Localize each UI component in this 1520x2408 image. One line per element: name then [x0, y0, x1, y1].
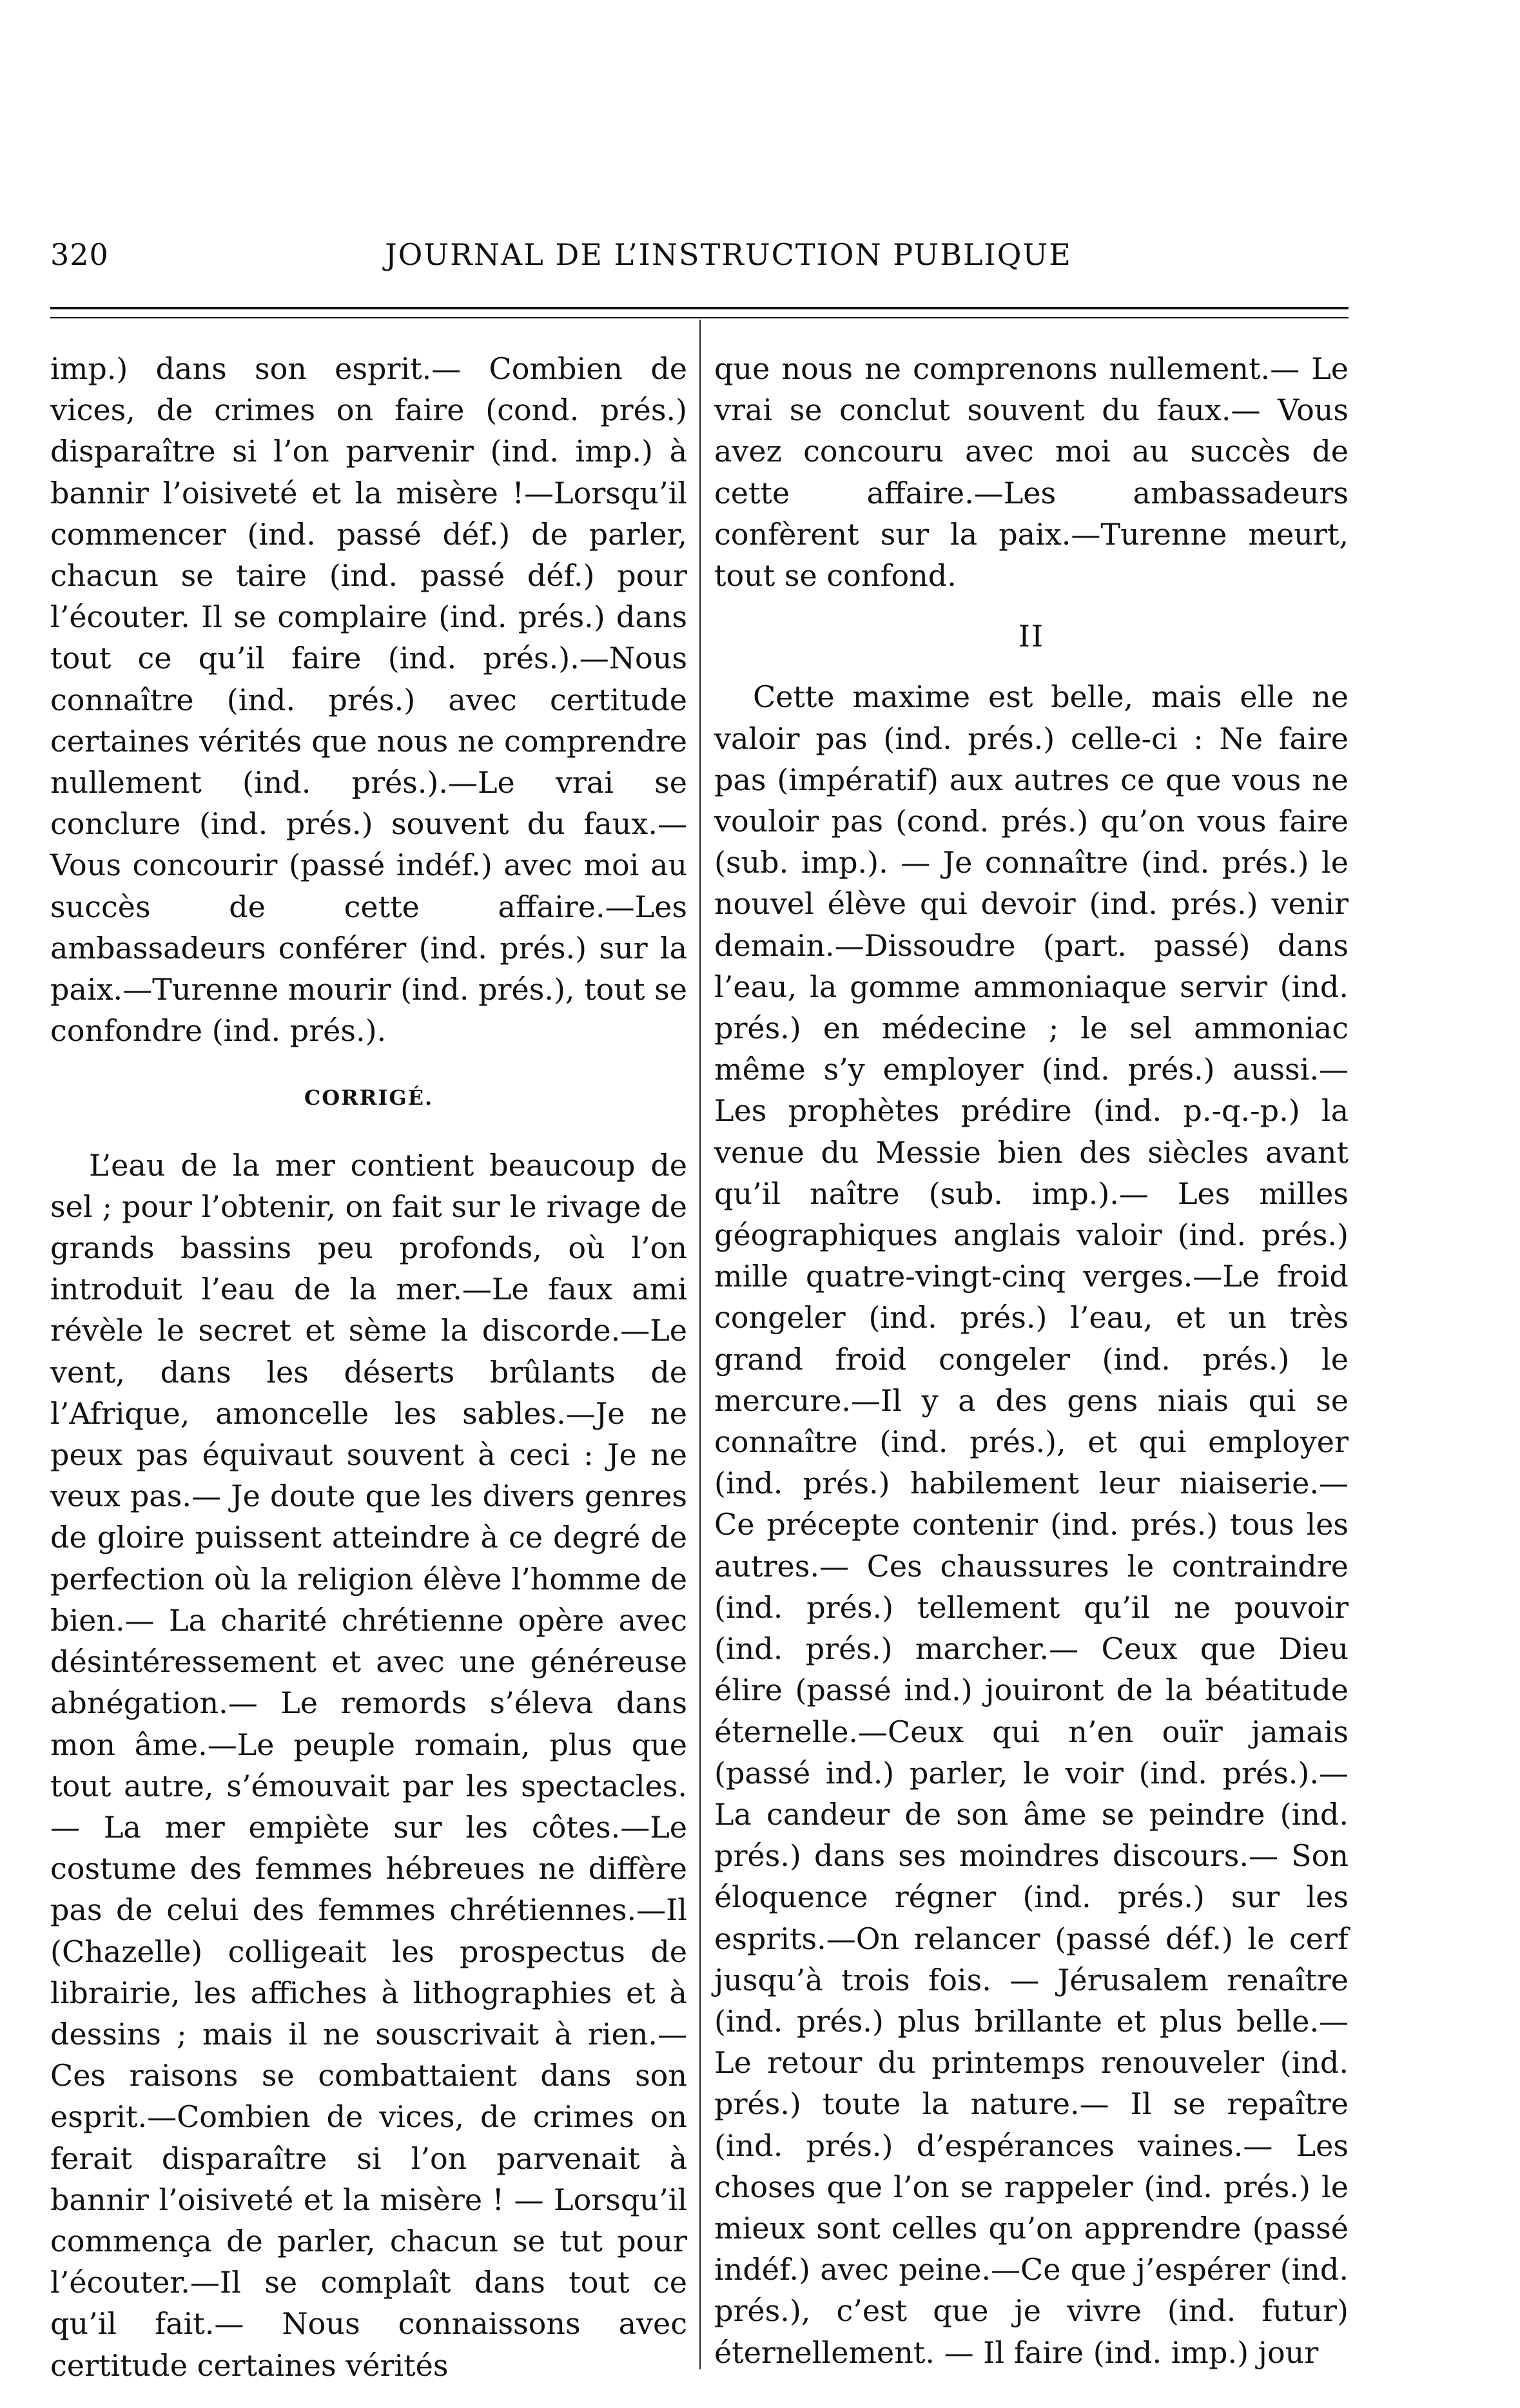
left-paragraph-exercise: imp.) dans son esprit.— Combien de vices, de crimes on faire (cond. prés.) disparaître si l’on parvenir (ind. imp.) à bannir l’oisiveté et la misère !—Lorsqu’il commencer (ind. passé déf.) de parler, chacun se taire (ind. passé déf.) pour l’écouter. Il se complaire (ind. prés.) dans tout ce qu’il faire (ind. prés.).—Nous connaître (ind. prés.) avec certitude certaines vérités que nous ne comprendre nullement (ind. prés.).—Le vrai se conclure (ind. prés.) souvent du faux.—Vous concourir (passé indéf.) avec moi au succès de cette affaire.—Les ambassadeurs conférer (ind. prés.) sur la paix.—Turenne mourir (ind. prés.), tout se confondre (ind. prés.). [50, 351, 687, 1049]
left-paragraph-corrige: L’eau de la mer contient beaucoup de sel ; pour l’obtenir, on fait sur le rivage de grands bassins peu profonds, où l’on introduit l’eau de la mer.—Le faux ami révèle le secret et sème la discorde.—Le vent, dans les déserts brûlants de l’Afrique, amoncelle les sables.—Je ne peux pas équivaut souvent à ceci : Je ne veux pas.— Je doute que les divers genres de gloire puissent atteindre à ce degré de perfection où la religion élève l’homme de bien.— La charité chrétienne opère avec désintéressement et avec une généreuse abnégation.— Le remords s’éleva dans mon âme.—Le peuple romain, plus que tout autre, s’émouvait par les spectacles.— La mer empiète sur les côtes.—Le costume des femmes hébreues ne diffère pas de celui des femmes chrétiennes.—Il (Chazelle) colligeait les prospectus de librairie, les affiches à lithographies et à dessins ; mais il ne souscrivait à rien.—Ces raisons se combattaient dans son esprit.—Combien de vices, de crimes on ferait disparaître si l’on parvenait à bannir l’oisiveté et la misère ! — Lorsqu’il commença de parler, chacun se tut pour l’écouter.—Il se complaît dans tout ce qu’il fait.— Nous connaissons avec certitude certaines vérités [50, 1147, 687, 2383]
section-heading-ii: II [1018, 619, 1045, 654]
header-rule-thick [50, 307, 1349, 309]
running-title: JOURNAL DE L’INSTRUCTION PUBLIQUE [385, 237, 1072, 272]
column-divider [699, 320, 701, 2369]
left-column [50, 348, 687, 2386]
right-column [714, 348, 1349, 2373]
corrige-heading: CORRIGÉ. [304, 1085, 434, 1111]
page-header [50, 237, 1349, 282]
page-number: 320 [50, 237, 109, 272]
right-paragraph-exercise: Cette maxime est belle, mais elle ne valoir pas (ind. prés.) celle-ci : Ne faire pas (impératif) aux autres ce que vous ne vouloir pas (cond. prés.) qu’on vous faire (sub. imp.). — Je connaître (ind. prés.) le nouvel élève qui devoir (ind. prés.) venir demain.—Dissoudre (part. passé) dans l’eau, la gomme ammoniaque servir (ind. prés.) en médecine ; le sel ammoniac même s’y employer (ind. prés.) aussi.—Les prophètes prédire (ind. p.-q.-p.) la venue du Messie bien des siècles avant qu’il naître (sub. imp.).— Les milles géographiques anglais valoir (ind. prés.) mille quatre-vingt-cinq verges.—Le froid congeler (ind. prés.) l’eau, et un très grand froid congeler (ind. prés.) le mercure.—Il y a des gens niais qui se connaître (ind. prés.), et qui employer (ind. prés.) habilement leur niaiserie.— Ce précepte contenir (ind. prés.) tous les autres.— Ces chaussures le contraindre (ind. prés.) tellement qu’il ne pouvoir (ind. prés.) marcher.— Ceux que Dieu élire (passé ind.) jouiront de la béatitude éternelle.—Ceux qui n’en ouïr jamais (passé ind.) parler, le voir (ind. prés.).— La candeur de son âme se peindre (ind. prés.) dans ses moindres discours.— Son éloquence régner (ind. prés.) sur les esprits.—On relancer (passé déf.) le cerf jusqu’à trois fois. — Jérusalem renaître (ind. prés.) plus brillante et plus belle.— Le retour du printemps renouveler (ind. prés.) toute la nature.— Il se repaître (ind. prés.) d’espérances vaines.— Les choses que l’on se rappeler (ind. prés.) le mieux sont celles qu’on apprendre (passé indéf.) avec peine.—Ce que j’espérer (ind. prés.), c’est que je vivre (ind. futur) éternellement. — Il faire (ind. imp.) jour [714, 679, 1349, 2370]
header-rule-thin [50, 317, 1349, 318]
right-paragraph-corrige-end: que nous ne comprenons nullement.— Le vrai se conclut souvent du faux.— Vous avez concouru avec moi au succès de cette affaire.—Les ambassadeurs confèrent sur la paix.—Turenne meurt, tout se confond. [714, 351, 1349, 594]
